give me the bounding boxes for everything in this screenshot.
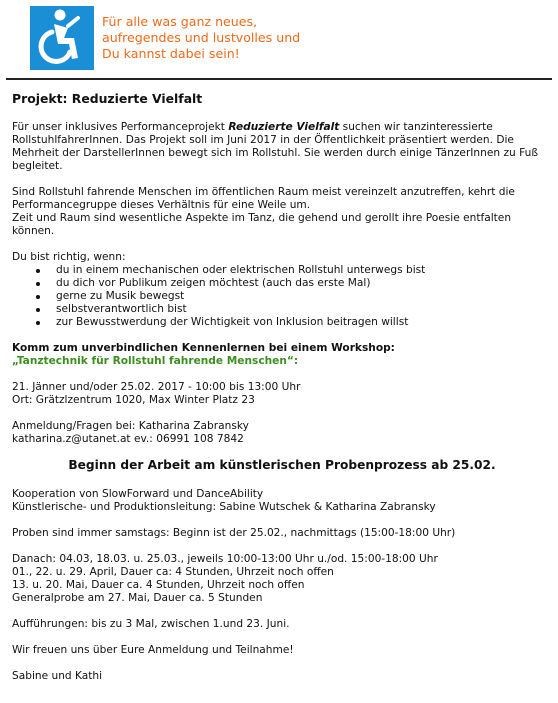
cooperation-block: [12, 488, 552, 514]
cooperation-line: Kooperation von SlowForward und DanceAbility: [12, 488, 264, 500]
contact-person: Anmeldung/Fragen bei: Katharina Zabransky: [12, 420, 249, 432]
schedule-line: Generalprobe am 27. Mai, Dauer ca. 5 Stunden: [12, 592, 263, 604]
closing-text: Wir freuen uns über Eure Anmeldung und Teilnahme!: [12, 644, 294, 656]
header: [30, 6, 350, 70]
document-body: [12, 92, 552, 683]
context-line: Sind Rollstuhl fahrende Menschen im öffentlichen Raum meist vereinzelt anzutreffen, kehrt die Performancegruppe dieses Verhältnis für eine Weile um.: [12, 186, 515, 211]
workshop-heading: Komm zum unverbindlichen Kennenlernen bei einem Workshop:: [12, 342, 395, 354]
slogan: [102, 14, 300, 62]
slogan-line: Für alle was ganz neues,: [102, 14, 258, 29]
context-paragraph: [12, 186, 552, 238]
list-item: du dich vor Publikum zeigen möchtest (auch das erste Mal): [12, 277, 552, 290]
criteria-intro: Du bist richtig, wenn:: [12, 251, 126, 263]
intro-paragraph: [12, 121, 552, 173]
list-item: gerne zu Musik bewegst: [12, 290, 552, 303]
signature: Sabine und Kathi: [12, 670, 103, 682]
performances-info: Aufführungen: bis zu 3 Mal, zwischen 1.und 23. Juni.: [12, 618, 290, 630]
list-item: du in einem mechanischen oder elektrischen Rollstuhl unterwegs bist: [12, 264, 552, 277]
schedule-line: 01., 22. u. 29. April, Dauer ca: 4 Stunden, Uhrzeit noch offen: [12, 566, 334, 578]
schedule-line: Danach: 04.03, 18.03. u. 25.03., jeweils 10:00-13:00 Uhr u./od. 15:00-18:00 Uhr: [12, 553, 438, 565]
rehearsal-heading: Beginn der Arbeit am künstlerischen Probenprozess ab 25.02.: [68, 458, 496, 472]
list-item: zur Bewusstwerdung der Wichtigkeit von Inklusion beitragen willst: [12, 316, 552, 329]
workshop-name: „Tanztechnik für Rollstuhl fahrende Menschen“:: [12, 355, 299, 367]
rehearsal-info: Proben sind immer samstags: Beginn ist der 25.02., nachmittags (15:00-18:00 Uhr): [12, 527, 456, 539]
context-line: Zeit und Raum sind wesentliche Aspekte im Tanz, die gehend und gerollt ihre Poesie entfalten können.: [12, 212, 512, 237]
intro-text: Für unser inklusives Performanceprojekt: [12, 121, 229, 133]
header-divider: [6, 78, 552, 80]
list-item: selbstverantwortlich bist: [12, 303, 552, 316]
project-name: Reduzierte Vielfalt: [228, 121, 340, 133]
page-title: Projekt: Reduzierte Vielfalt: [12, 91, 203, 106]
wheelchair-icon: [30, 6, 94, 70]
slogan-line: Du kannst dabei sein!: [102, 46, 240, 61]
direction-line: Künstlerische- und Produktionsleitung: Sabine Wutschek & Katharina Zabransky: [12, 501, 436, 513]
slogan-line: aufregendes und lustvolles und: [102, 30, 301, 45]
intro-text: suchen wir tanzinteressierte RollstuhlfahrerInnen. Das Projekt soll im Juni 2017 in der Öffentlichkeit präsentiert werden. Die Mehrheit der DarstellerInnen bewegt sich im Rollstuhl. Sie werden durch einige TänzerInnen zu Fuß begleitet.: [12, 121, 539, 172]
workshop-details: [12, 381, 552, 407]
criteria-list: [12, 264, 552, 329]
contact-email-phone[interactable]: katharina.z@utanet.at ev.: 06991 108 7842: [12, 433, 244, 445]
wheelchair-logo: [30, 6, 94, 70]
workshop-date: 21. Jänner und/oder 25.02. 2017 - 10:00 bis 13:00 Uhr: [12, 381, 301, 393]
schedule-block: [12, 553, 552, 605]
contact-block: [12, 420, 552, 446]
schedule-line: 13. u. 20. Mai, Dauer ca. 4 Stunden, Uhrzeit noch offen: [12, 579, 305, 591]
workshop-place: Ort: Grätzlzentrum 1020, Max Winter Platz 23: [12, 394, 255, 406]
